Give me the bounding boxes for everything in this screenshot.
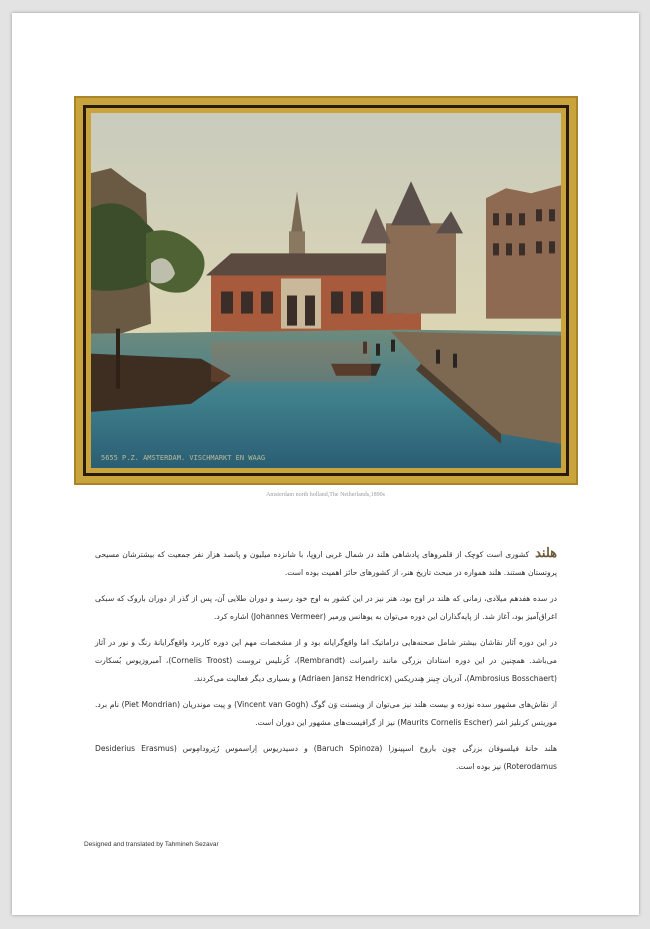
frame-dark-border bbox=[83, 105, 569, 476]
paragraph-5: هلند خانهٔ فیلسوفان بزرگی چون باروخ اسپینوزا (Baruch Spinoza) و دسیدریوس اِراسموس رُتِرودامِوس (Desiderius Erasmus Roterodamus) نیز بوده است. bbox=[95, 744, 557, 771]
paragraph-1 bbox=[95, 545, 557, 582]
paragraph-4: از نقاش‌های مشهور سده نوزده و بیست هلند نیز می‌توان از وینسنت وَن گوگ (Vincent van Gogh) و پیت موندریان (Piet Mondrian) نام برد. موریتس کرنلیز اشر (Maurits Cornelis Escher) نیز از گرافیست‌های مشهور این دوران است. bbox=[95, 700, 557, 727]
picture-frame bbox=[74, 96, 578, 485]
amsterdam-photo bbox=[91, 113, 561, 468]
article-body bbox=[95, 545, 557, 784]
document-page bbox=[12, 13, 639, 915]
photo-caption: Amsterdam north holland,The Netherlands,1890s bbox=[266, 492, 385, 498]
dropcap-word: هلند bbox=[535, 546, 557, 561]
paragraph-1-text: کشوری است کوچک از قلمروهای پادشاهی هلند در شمال غربی اروپا، با شانزده میلیون و پانصد هزار نفر جمعیت که بیشترشان مسیحی پروتستان هستند. هلند همواره در مبحث تاریخ هنر، از کشورهای حائز اهمیت بوده است. bbox=[95, 550, 557, 577]
amsterdam-photo-illustration bbox=[91, 113, 561, 468]
paragraph-2: در سده هفدهم میلادی، زمانی که هلند در اوج بود، هنر نیز در این کشور به اوج خود رسید و دوران طلایی آن، پس از گذر از دوران باروک که سبکی اغراق‌آمیز بود، آغاز شد. از پایه‌گذاران این دوره می‌توان به یوهانس ورمیر (Johannes Vermeer) اشاره کرد. bbox=[95, 594, 557, 621]
designer-credit: Designed and translated by Tahmineh Sezavar bbox=[84, 841, 219, 848]
paragraph-3: در این دوره آثار نقاشان بیشتر شامل صحنه‌هایی دراماتیک اما واقع‌گرایانه بود و از مشخصات مهم این دوره کاربرد واقع‌گرایانهٔ رنگ و نور در آثار می‌باشد. همچنین در این دوره استادان بزرگی مانند رامبرانت (Rembrandt)، کُرنلیس تروست (Cornelis Troost)، آمبروزیوس بُسکارت (Ambrosius Bosschaert)، آدریان جِینز هِندریکس (Adriaen Jansz Hendricx) و بسیاری دیگر فعالیت می‌کردند. bbox=[95, 638, 557, 683]
frame-inner-border bbox=[86, 108, 566, 473]
photo-stamp: 5655 P.Z. AMSTERDAM. VISCHMARKT EN WAAG bbox=[101, 453, 266, 462]
